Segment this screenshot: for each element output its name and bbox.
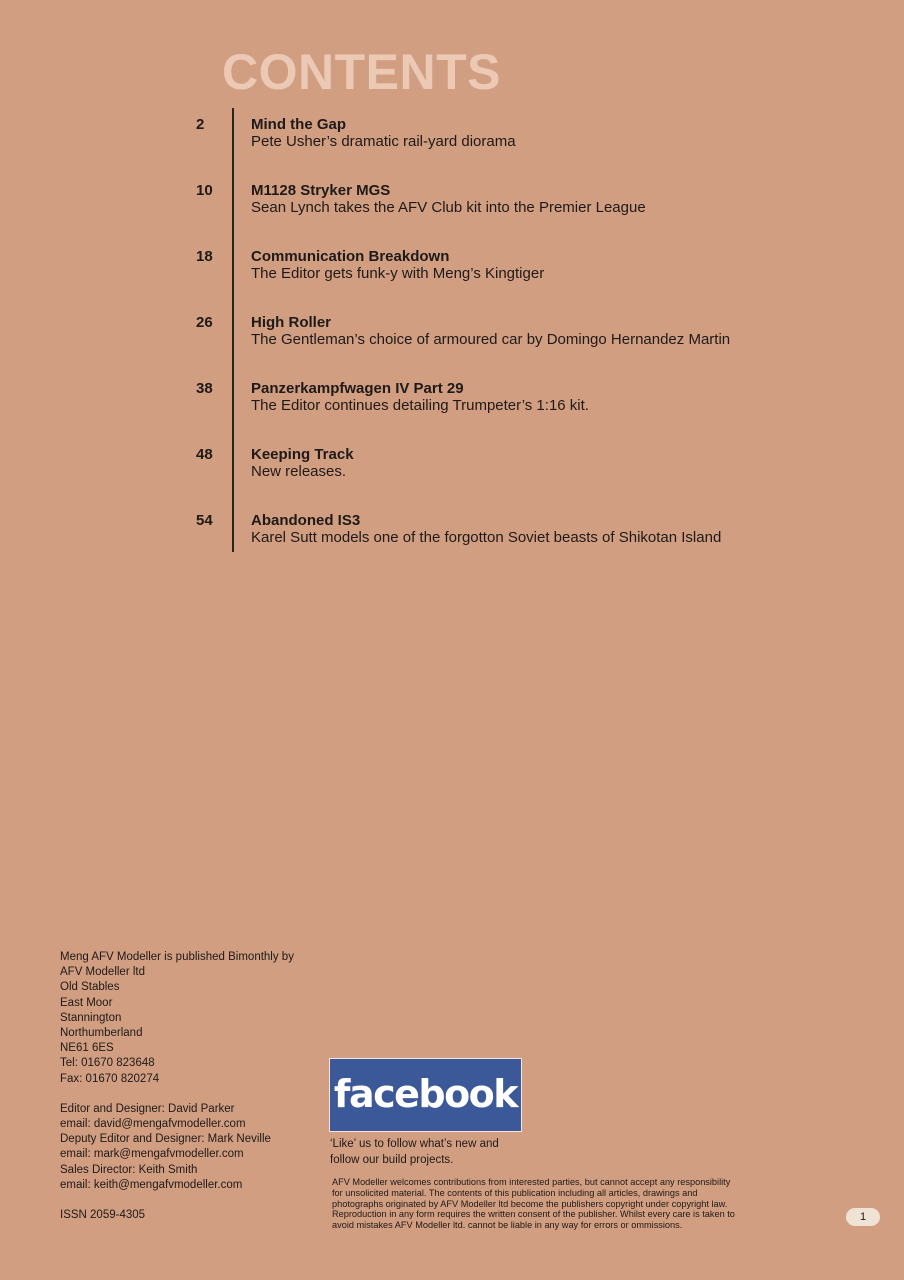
page-title: CONTENTS — [222, 44, 501, 100]
disclaimer — [332, 1177, 822, 1231]
contents-page-number: 26 — [196, 314, 213, 331]
telephone: Tel: 01670 823648 — [60, 1057, 155, 1070]
contents-article-description: Karel Sutt models one of the forgotton Soviet beasts of Shikotan Island — [251, 529, 722, 546]
facebook-caption — [330, 1137, 530, 1168]
fax: Fax: 01670 820274 — [60, 1072, 160, 1085]
contents-page-number: 2 — [196, 116, 205, 133]
contents-article-description: The Gentleman’s choice of armoured car by Domingo Hernandez Martin — [251, 331, 731, 348]
spacer — [60, 1087, 294, 1102]
contents-article-description: The Editor continues detailing Trumpeter’s 1:16 kit. — [251, 397, 589, 414]
facebook-caption-line: follow our build projects. — [330, 1153, 454, 1166]
contents-article-description: Pete Usher’s dramatic rail-yard diorama — [251, 133, 516, 150]
address-line: East Moor — [60, 996, 113, 1009]
contents-item[interactable] — [0, 380, 860, 420]
contents-article-title: Panzerkampfwagen IV Part 29 — [251, 380, 464, 397]
contents-page-number: 18 — [196, 248, 213, 265]
issn: ISSN 2059-4305 — [60, 1209, 146, 1222]
address-line: Northumberland — [60, 1027, 143, 1040]
disclaimer-line: photographs originated by AFV Modeller ltd become the publishers copyright under copyright law. — [332, 1198, 728, 1209]
contents-article-title: Abandoned IS3 — [251, 512, 361, 529]
contents-page-number: 38 — [196, 380, 213, 397]
contents-item[interactable] — [0, 248, 860, 288]
contents-page-number: 54 — [196, 512, 213, 529]
contents-article-title: Keeping Track — [251, 446, 354, 463]
contents-article-description: New releases. — [251, 463, 347, 480]
address-line: Old Stables — [60, 981, 120, 994]
contents-page-number: 48 — [196, 446, 213, 463]
disclaimer-line: avoid mistakes AFV Modeller ltd. cannot be liable in any way for errors or ommissions. — [332, 1220, 683, 1231]
contents-article-description: Sean Lynch takes the AFV Club kit into the Premier League — [251, 199, 646, 216]
contents-item[interactable] — [0, 116, 860, 156]
facebook-caption-line: ‘Like’ us to follow what’s new and — [330, 1138, 499, 1150]
disclaimer-line: for unsolicited material. The contents of this publication including all articles, drawings and — [332, 1187, 698, 1198]
staff-email[interactable]: email: mark@mengafvmodeller.com — [60, 1148, 244, 1161]
address-line: AFV Modeller ltd — [60, 966, 146, 979]
disclaimer-line: Reproduction in any form requires the written consent of the publisher. Whilst every care is taken to — [332, 1209, 735, 1220]
page-number: 1 — [846, 1208, 880, 1226]
contents-item[interactable] — [0, 182, 860, 222]
address-line: Stannington — [60, 1011, 122, 1024]
staff-line: Sales Director: Keith Smith — [60, 1163, 198, 1176]
contents-item[interactable] — [0, 512, 860, 552]
contents-article-title: M1128 Stryker MGS — [251, 182, 391, 199]
disclaimer-line: AFV Modeller welcomes contributions from interested parties, but cannot accept any responsibility — [332, 1177, 731, 1187]
contents-article-title: High Roller — [251, 314, 332, 331]
staff-line: Editor and Designer: David Parker — [60, 1102, 235, 1115]
address-line: NE61 6ES — [60, 1042, 114, 1055]
staff-line: Deputy Editor and Designer: Mark Neville — [60, 1133, 271, 1146]
contents-page-number: 10 — [196, 182, 213, 199]
contents-article-title: Mind the Gap — [251, 116, 346, 133]
staff-email[interactable]: email: david@mengafvmodeller.com — [60, 1118, 246, 1131]
contents-item[interactable] — [0, 446, 860, 486]
facebook-logo[interactable]: facebook — [329, 1058, 522, 1132]
contents-article-description: The Editor gets funk-y with Meng’s Kingtiger — [251, 265, 545, 282]
staff-email[interactable]: email: keith@mengafvmodeller.com — [60, 1178, 243, 1191]
publisher-info — [60, 950, 294, 1223]
spacer — [60, 1193, 294, 1208]
published-by-text: Meng AFV Modeller is published Bimonthly by — [60, 951, 294, 963]
contents-article-title: Communication Breakdown — [251, 248, 450, 265]
contents-item[interactable] — [0, 314, 860, 354]
